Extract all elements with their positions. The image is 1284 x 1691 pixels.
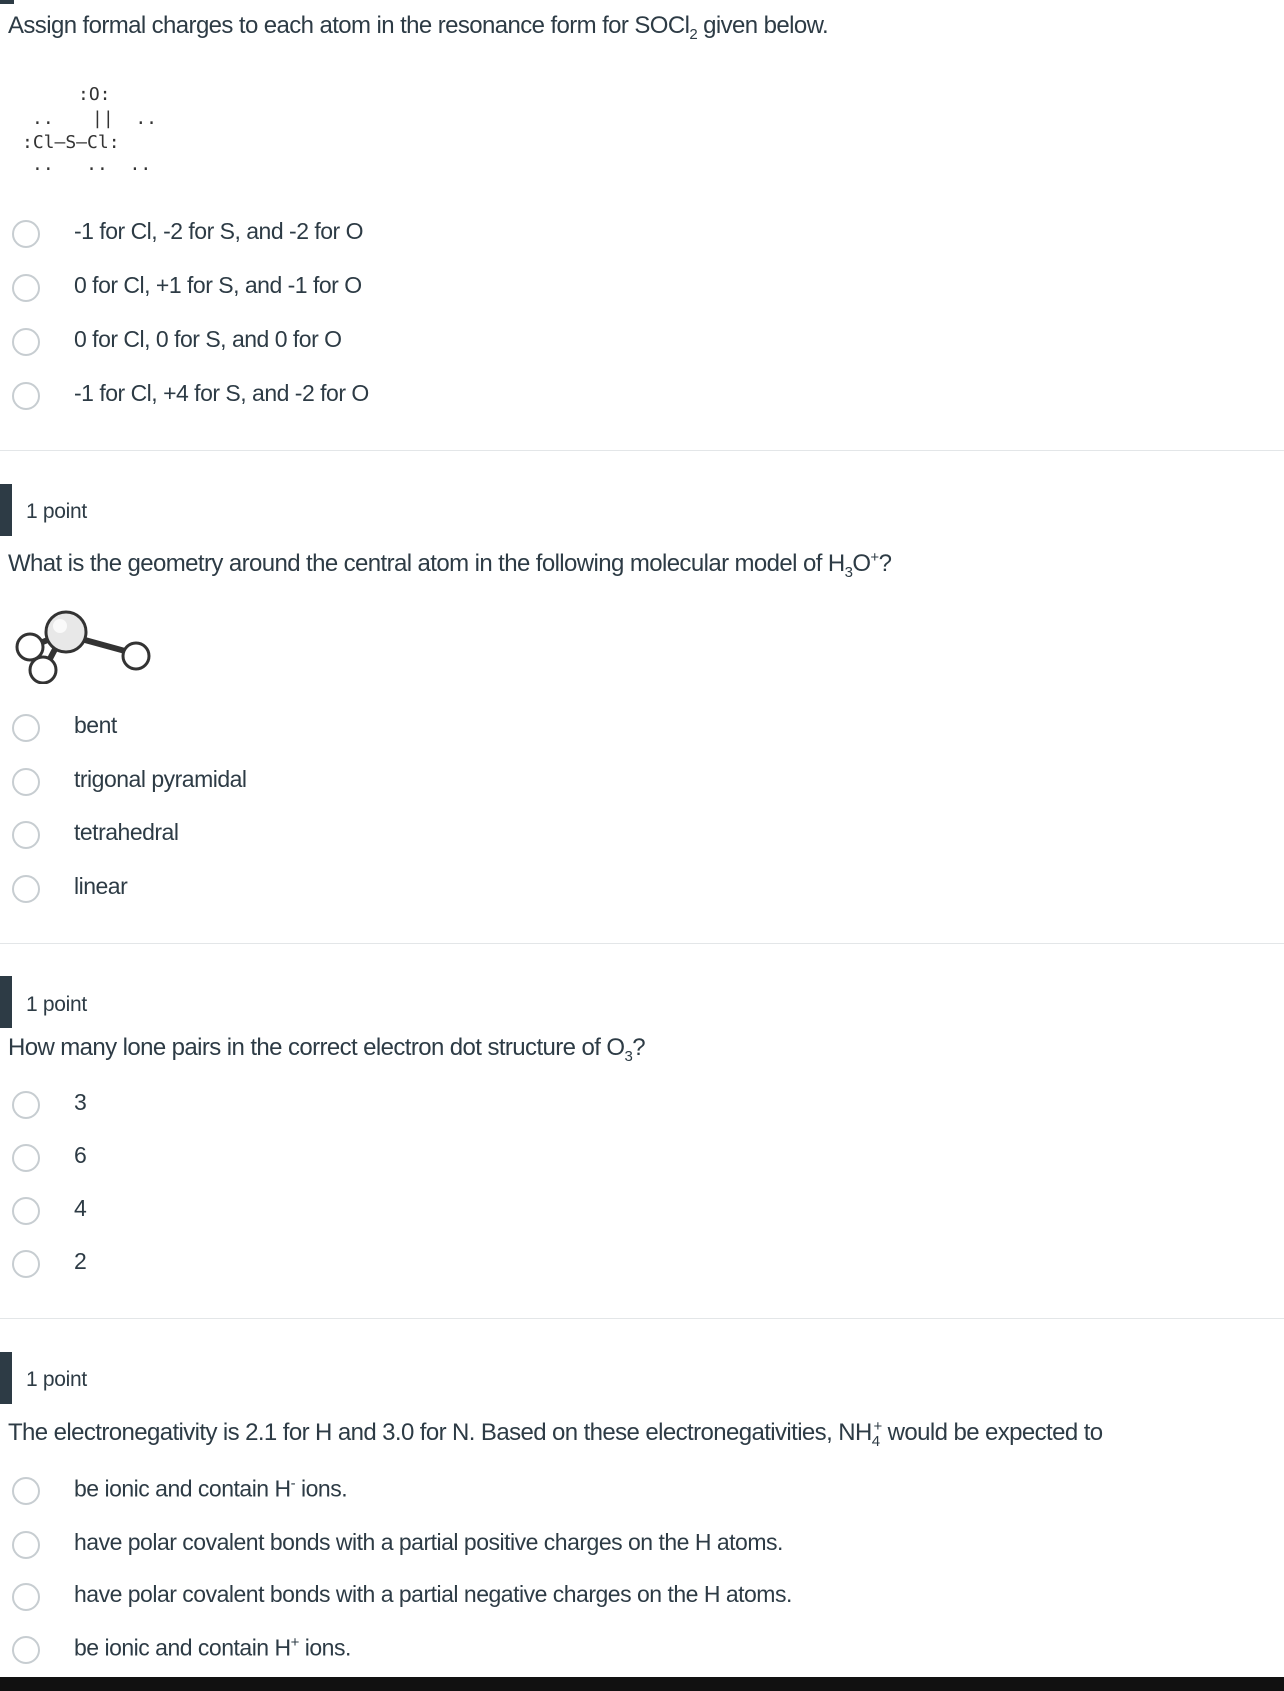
top-edge-mark (0, 0, 14, 4)
answer-option[interactable]: 0 for Cl, 0 for S, and 0 for O (10, 324, 1210, 364)
radio-button[interactable] (12, 1477, 40, 1505)
h3o-molecular-model (8, 604, 158, 684)
question-2-text: What is the geometry around the central atom in the following molecular model of $H_3O^+$? (8, 549, 892, 581)
answer-option[interactable]: 0 for Cl, +1 for S, and -1 for O (10, 270, 1210, 310)
radio-button[interactable] (12, 1583, 40, 1611)
radio-button[interactable] (12, 1531, 40, 1559)
radio-button[interactable] (12, 382, 40, 410)
question-accent-bar (0, 484, 12, 536)
radio-button[interactable] (12, 220, 40, 248)
question-divider (0, 450, 1284, 451)
radio-button[interactable] (12, 274, 40, 302)
radio-button[interactable] (12, 714, 40, 742)
question-divider (0, 943, 1284, 944)
radio-button[interactable] (12, 875, 40, 903)
question-4-text: The electronegativity is 2.1 for H and 3.0 for N. Based on these electronegativities, $NH_4^+$ would be expected to (8, 1418, 1103, 1450)
question-accent-bar (0, 1352, 12, 1404)
points-label: 1 point (26, 993, 87, 1016)
points-label: 1 point (26, 500, 87, 523)
radio-button[interactable] (12, 328, 40, 356)
question-1-text: Assign formal charges to each atom in the resonance form for SOCl$_2$ given below. (8, 12, 829, 43)
bottom-edge-bar (0, 1677, 1284, 1691)
question-3-text: How many lone pairs in the correct electron dot structure of $O_3$? (8, 1034, 645, 1065)
answer-option[interactable]: tetrahedral (10, 817, 1210, 857)
radio-button[interactable] (12, 821, 40, 849)
answer-option[interactable]: be ionic and contain H- ions. (10, 1473, 1210, 1513)
radio-button[interactable] (12, 1197, 40, 1225)
question-accent-bar (0, 976, 12, 1028)
answer-option[interactable]: 6 (10, 1140, 1210, 1180)
answer-option[interactable]: be ionic and contain H+ ions. (10, 1632, 1210, 1672)
radio-button[interactable] (12, 768, 40, 796)
answer-option[interactable]: have polar covalent bonds with a partial negative charges on the H atoms. (10, 1579, 1210, 1619)
radio-button[interactable] (12, 1091, 40, 1119)
answer-option[interactable]: linear (10, 871, 1210, 911)
answer-option[interactable]: trigonal pyramidal (10, 764, 1210, 804)
radio-button[interactable] (12, 1636, 40, 1664)
radio-button[interactable] (12, 1250, 40, 1278)
answer-option[interactable]: 4 (10, 1193, 1210, 1233)
question-divider (0, 1318, 1284, 1319)
answer-option[interactable]: 2 (10, 1246, 1210, 1286)
points-label: 1 point (26, 1368, 87, 1391)
answer-option[interactable]: 3 (10, 1087, 1210, 1127)
quiz-page: Assign formal charges to each atom in the resonance form for SOCl$_2$ given below. :O: .. || .. :Cl—S—Cl: .. .. .. -1 for Cl, -2 for S, and -2 for O 0 for Cl, +1 for S, and -1 for O 0 for Cl, 0 for S, and 0 for O -1 for Cl, +4 for S, and -2 for O 1 point What is the geometry around the central atom in the following molecular model of $H_3O^+$? bent trigonal pyramidal tetrahedral linear 1 point How many lone pairs in the correct electron dot structure of $O_3$? 3 6 4 2 1 point The electronegativity is 2.1 for H and 3.0 for N. Based on these electronegativities, $NH_4^+$ would be expected to be ionic and contain H- ions. have polar covalent bonds with a partial positive charges on the H atoms. have polar covalent bonds with a partial negative charges on the H atoms. be ionic and contain H+ ions. (0, 0, 1284, 1691)
answer-option[interactable]: -1 for Cl, +4 for S, and -2 for O (10, 378, 1210, 418)
answer-option[interactable]: have polar covalent bonds with a partial positive charges on the H atoms. (10, 1527, 1210, 1567)
radio-button[interactable] (12, 1144, 40, 1172)
answer-option[interactable]: -1 for Cl, -2 for S, and -2 for O (10, 216, 1210, 256)
answer-option[interactable]: bent (10, 710, 1210, 750)
